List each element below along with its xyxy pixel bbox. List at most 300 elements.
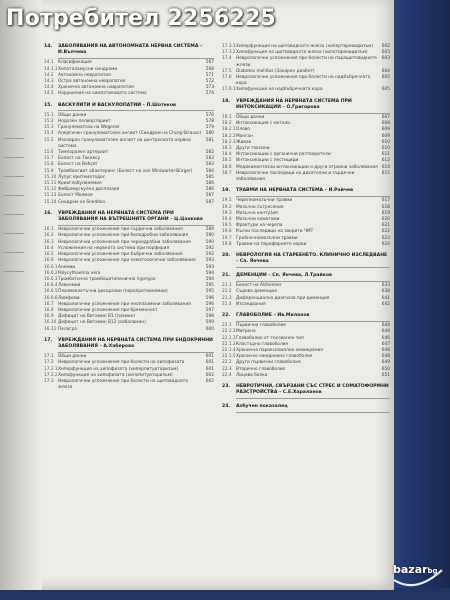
entry-page: 595 [205,283,214,289]
toc-section [44,338,214,392]
entry-title: Лимфоми [58,295,80,301]
entry-title: Нарушения на симпатиковата система [58,91,147,97]
entry-number: 18.7 [222,170,232,176]
section-heading [222,404,390,410]
entry-title: Неврологични усложнения при чернодробни заболявания [58,239,191,245]
entry-number: 19.7 [222,235,232,241]
entry-number: 16.6.2 [44,270,58,276]
entry-page: 649 [381,360,390,366]
entry-number: 18.2 [222,121,232,127]
entry-number: 21.2 [222,289,232,295]
entry-number: 18.2.2 [222,133,236,139]
entry-number: 17.2 [44,360,54,366]
entry-number: 17.3.2 [222,50,236,56]
entry-page: 648 [381,348,390,354]
entry-title: Хипофункция на надбъбречната кора [236,87,323,93]
entry-number: 17.3 [44,378,54,384]
entry-number: 22.1.4 [222,348,236,354]
entry-page: 582 [205,150,214,156]
entry-title: Тромбангиит облитеранс (Болест на von Winiwarter-Bürger) [58,168,193,174]
entry-title: Общи данни [58,354,87,360]
section-title: УВРЕЖДАНИЯ НА НЕРВНАТА СИСТЕМА ПРИ ЗАБОЛЯВАНИЯ НА ВЪТРЕШНИТЕ ОРГАНИ – Ц.Цанкова [58,210,203,223]
entry-page: 593 [205,264,214,270]
entry-title: Късни последици на закрити ЧМТ [236,229,314,235]
entry-title: Плазмоклетъчни дискразии (парапротеинемии) [58,289,168,295]
entry-title: Неврологични последици на дихателни и сърдечни заболявания [236,170,355,183]
entry-number: 19.4 [222,217,232,223]
entry-page: 644 [381,323,390,329]
entry-number: 18.1 [222,115,232,121]
entry-number: 19.2 [222,204,232,210]
entry-page: 600 [205,326,214,332]
entry-title: Фибромускулна дисплазия [58,187,120,193]
entry-page: 589 [205,227,214,233]
entry-page: 584 [205,168,214,174]
entry-title: Дефицит на Витамин B1 (тиамин) [58,314,136,320]
section-number: 15. [44,102,53,108]
entry-number: 15.7 [44,156,54,162]
entry-title: Други първични главоболия [236,360,301,366]
entry-page: 602 [381,44,390,49]
entry-page: 610 [381,139,390,145]
section-number: 17. [44,337,53,343]
entry-number: 18.2.3 [222,139,236,145]
section-title: ЗАБОЛЯВАНИЯ НА АВТОНОМНАТА НЕРВНА СИСТЕМА – И.Вълчева [58,44,203,56]
entry-page: 579 [205,125,214,131]
entry-number: 16.5 [44,252,54,258]
entry-page: 651 [381,372,390,378]
entry-number: 22.3 [222,366,232,372]
entry-number: 19.5 [222,223,232,229]
entry-number: 22.1.2 [222,335,236,341]
entry-title: Лицева болка [236,372,268,378]
entry-number: 17.3.1 [222,44,236,49]
entry-title: Съдова деменция [236,289,277,295]
entry-number: 16.9 [44,314,54,320]
entry-number: 16.6.6 [44,295,58,301]
section-rule [236,398,390,399]
entry-title: Главоболие от тензионен тип [236,335,304,341]
toc-entry [222,373,390,379]
entry-number: 15.14 [44,199,57,205]
entry-number: 15.1 [44,112,54,118]
section-heading [222,313,390,319]
entry-title: Дефицит на Витамин B12 (кобаламин) [58,320,146,326]
entry-page: 571 [205,72,214,78]
toc-section [222,99,390,184]
entry-number: 22.1.3 [222,341,236,347]
entry-number: 17.1 [44,354,54,360]
entry-page: 587 [205,199,214,205]
toc-section [222,384,390,399]
toc-section [44,211,214,333]
entry-title: Неврологични усложнения при неоплазмени заболявания [58,301,191,307]
section-rule [236,267,390,268]
entry-page: 611 [381,152,390,158]
toc-entry [44,200,214,206]
entry-page: 604 [381,68,390,74]
entry-page: 594 [205,270,214,276]
entry-page: 605 [381,87,390,93]
entry-number: 18.5 [222,158,232,164]
section-rule [236,321,390,322]
toc-section [222,253,390,268]
entry-page: 608 [381,121,390,127]
entry-page: 583 [205,156,214,162]
entry-title: Класификация [58,60,92,66]
entry-title: Алергичен грануломатозен ангиит (Синдром на Churg-Strauss) [58,131,202,137]
entry-title: Неврологични усложнения при сърдечни заболявания [58,227,183,233]
entry-page: 610 [381,146,390,152]
section-heading [44,103,214,109]
section-rule [236,113,390,114]
entry-number: 18.4 [222,152,232,158]
entry-title: Грануломатоза на Wegener [58,125,120,131]
entry-number: 15.10 [44,174,57,180]
section-rule [58,58,214,59]
entry-title: Хипоталамусни синдроми [58,66,118,72]
entry-title: Болест на Behçet [58,162,98,168]
section-rule [236,196,390,197]
entry-title: Хронична пароксизмална хемикрания [236,348,323,354]
entry-number: 15.9 [44,168,54,174]
entry-title: Неврологични усложнения при белодробни заболявания [58,233,189,239]
section-rule [58,352,214,353]
toc-entry [222,302,390,308]
entry-title: Черепномозъчни травми [236,198,293,204]
entry-page: 609 [381,133,390,139]
entry-number: 21.3 [222,295,232,301]
entry-title: Остра автономна невропатия [58,79,126,85]
entry-number: 16.11 [44,326,57,332]
entry-number: 18.6 [222,164,232,170]
entry-title: Мозъчна контузия [236,210,278,216]
entry-title: Манган [236,133,253,139]
section-number: 19. [222,188,231,194]
entry-page: 624 [381,241,390,247]
entry-title: Фрактури на черепа [236,223,283,229]
entry-title: Polycythaemia vera [58,270,101,276]
entry-number: 22.1 [222,323,232,329]
section-title: НЕВРОТИЧНИ, СВЪРЗАНИ СЪС СТРЕС И СОМАТОФОРМНИ РАЗСТРОЙСТВА – С.Е.Хараланов [236,384,389,396]
entry-title: Левкемии [58,283,81,289]
toc-entry [222,56,390,68]
toc-section [44,103,214,206]
entry-title: Синдром на Sneddon [58,199,106,205]
toc-right-column [222,44,390,418]
section-heading [44,211,214,223]
entry-title: Интоксикации с пестициди [236,158,299,164]
entry-number: 18.2.1 [222,127,236,133]
entry-title: Неврологични усложнения при болести на щитовидната жлеза [58,378,188,391]
entry-number: 16.6.5 [44,289,58,295]
entry-page: 590 [205,233,214,239]
entry-title: Интоксикации с органични разтворители [236,152,331,158]
entry-title: Кластърно главоболие [236,341,289,347]
entry-page: 647 [381,341,390,347]
toc-section [44,44,214,98]
toc-left-column [44,44,214,396]
entry-page: 572 [205,79,214,85]
toc-section [222,188,390,248]
entry-number: 18.3 [222,146,232,152]
entry-page: 580 [205,131,214,137]
entry-number: 14.1.1 [44,66,58,72]
bazar-logo-text [393,563,438,576]
entry-page: 605 [381,75,390,81]
entry-number: 17.6 [222,75,232,81]
entry-page: 614 [381,164,390,170]
toc-entry [44,138,214,150]
bazar-logo-suffix: bg [427,567,438,575]
entry-number: 21.1 [222,283,232,289]
entry-page: 574 [205,91,214,97]
entry-page: 593 [205,258,214,264]
section-heading [222,253,390,265]
section-number: 20. [222,253,231,259]
section-number: 21. [222,273,231,278]
entry-number: 19.8 [222,241,232,247]
entry-title: Болест на Такаясу [58,156,100,162]
entry-page: 619 [381,210,390,216]
entry-title: Хронична автономна невропатия [58,85,134,91]
toc-entry [44,379,214,391]
section-heading [222,99,390,111]
section-rule [236,281,390,282]
entry-page: 641 [381,295,390,301]
entry-title: Интоксикация с метали [236,121,291,127]
entry-page: 618 [381,204,390,210]
entry-title: Болест на Alzheimer [236,283,282,289]
entry-number: 14.5 [44,91,54,97]
entry-page: 586 [205,187,214,193]
entry-page: 607 [381,115,390,121]
entry-number: 16.6 [44,258,54,264]
entry-number: 17.5 [222,68,232,74]
entry-page: 578 [205,119,214,125]
entry-number: 14.3 [44,79,54,85]
entry-number: 16.4 [44,245,54,251]
entry-number: 16.8 [44,307,54,313]
toc-entry [222,242,390,248]
entry-page: 623 [381,235,390,241]
entry-page: 650 [381,366,390,372]
entry-number: 15.8 [44,162,54,168]
entry-number: 14.1 [44,60,54,66]
entry-number: 22.2 [222,360,232,366]
entry-page: 573 [205,85,214,91]
toc-entry [222,75,390,87]
section-number: 23. [222,384,231,390]
page-gutter [0,0,42,590]
entry-number: 16.6.4 [44,283,58,289]
entry-page: 567 [205,60,214,66]
entry-page: 597 [205,307,214,313]
entry-number: 19.3 [222,210,232,216]
entry-title: Автономна невропатия [58,72,111,78]
entry-title: Нодозен полиартериит [58,119,111,125]
toc-entry [222,171,390,183]
entry-page: 601 [205,366,214,372]
section-number: 14. [44,44,53,49]
entry-number: 16.7 [44,301,54,307]
entry-page: 586 [205,181,214,187]
entry-page: 596 [205,301,214,307]
toc-section [222,273,390,308]
entry-number: 16.2 [44,233,54,239]
entry-page: 615 [381,170,390,176]
entry-number: 14.4 [44,85,54,91]
toc-section [222,404,390,413]
entry-number: 21.4 [222,301,232,307]
entry-number: 15.2 [44,119,54,125]
section-heading [222,273,390,279]
section-rule [236,412,390,413]
entry-page: 601 [205,360,214,366]
entry-page: 587 [205,193,214,199]
entry-page: 642 [381,301,390,307]
section-heading [222,384,390,396]
section-rule [58,225,214,226]
entry-title: Живак [236,139,252,145]
entry-title: Тромботична тромбоцитопенична пурпура [58,276,156,282]
entry-title: Първично главоболие [236,323,286,329]
entry-number: 15.6 [44,150,54,156]
entry-page: 568 [205,66,214,72]
toc-section [222,44,390,94]
entry-page: 601 [205,354,214,360]
section-title: ДЕМЕНЦИИ – Сп. Янчева, Л.Трайков [236,273,332,278]
section-rule [58,110,214,111]
entry-page: 590 [205,239,214,245]
entry-number: 15.5 [44,137,54,143]
entry-page: 595 [205,289,214,295]
entry-number: 16.1 [44,227,54,233]
entry-page: 592 [205,252,214,258]
entry-number: 16.3 [44,239,54,245]
entry-title: Неврологични усложнения при хематологични заболявания [58,258,196,264]
entry-title: Diabetes mellitus (Захарен диабет) [236,68,315,74]
entry-number: 19.6 [222,229,232,235]
entry-page: 620 [381,217,390,223]
entry-page: 646 [381,335,390,341]
entry-title: Други токсини [236,146,270,152]
entry-page: 603 [381,56,390,62]
section-title: ГЛАВОБОЛИЕ – Ив.Миланов [236,313,310,319]
entry-title: Неврологични усложнения при болести на паращитовидните жлези [236,56,377,68]
entry-number: 14.2 [44,72,54,78]
entry-title: Болест Моямоя [58,193,93,199]
entry-page: 599 [205,320,214,326]
entry-page: 612 [381,158,390,164]
entry-page: 602 [205,378,214,384]
section-title: УВРЕЖДАНИЯ НА НЕРВНАТА СИСТЕМА ПРИ ЕНДОКРИННИ ЗАБОЛЯВАНИЯ – А.Хаберова [58,337,213,349]
entry-title: Неврологични усложнения при бременност [58,307,158,313]
toc-section [222,313,390,379]
entry-page: 638 [381,289,390,295]
entry-number: 16.10 [44,320,57,326]
entry-title: Неврологични усложнения при болести на хипофизата [58,360,185,366]
bazar-logo-word: bazar [393,563,428,576]
section-number: 22. [222,313,231,319]
entry-title: Диференциална диагноза при деменция [236,295,330,301]
entry-title: Хиперфункция на щитовидната жлеза (хипертиреоидизъм) [236,44,374,49]
section-title: НЕВРОЛОГИЯ НА СТАРЕЕНЕТО. КЛИНИЧНО ИЗСЛЕДВАНЕ – Сп. Янчева [236,253,388,265]
section-number: 24. [222,403,231,409]
entry-page: 581 [205,137,214,143]
entry-page: 592 [205,245,214,251]
section-title: Азбучен показалец [236,403,288,409]
entry-number: 15.12 [44,187,57,193]
entry-number: 15.4 [44,131,54,137]
entry-title: Анемии [58,264,76,270]
entry-title: Гръбначномозъчни травми [236,235,298,241]
entry-title: Изследвания [236,301,266,307]
entry-number: 17.6.1 [222,87,236,93]
entry-number: 16.6.1 [44,264,58,270]
toc-entry [44,91,214,97]
entry-page: 576 [205,112,214,118]
book-cover-edge [392,0,450,600]
entry-title: Криоглобулинемия [58,181,102,187]
entry-title: Хиперфункция на хипофизата (хиперпитуитаризъм) [58,366,179,372]
entry-page: 583 [205,162,214,168]
entry-number: 16.6.3 [44,276,58,282]
entry-title: Хронично ежедневно главоболие [236,354,313,360]
entry-number: 17.2.2 [44,372,58,378]
section-heading [44,44,214,56]
entry-page: 621 [381,223,390,229]
entry-title: Усложнения на нервната система при порфирия [58,245,170,251]
entry-page: 609 [381,127,390,133]
entry-title: Хипофункция на щитовидната жлеза (хипотиреоидизъм) [236,50,368,56]
entry-page: 594 [205,276,214,282]
entry-number: 19.1 [222,198,232,204]
entry-number: 15.3 [44,125,54,131]
entry-page: 596 [205,295,214,301]
entry-number: 17.2.1 [44,366,58,372]
entry-page: 633 [381,283,390,289]
section-number: 18. [222,98,231,104]
entry-page: 602 [205,372,214,378]
entry-number: 22.1.5 [222,354,236,360]
entry-title: Общи данни [58,112,87,118]
entry-title: Изолиран грануломатозен ангиит на централната нервна система [58,137,191,149]
entry-page: 585 [205,174,214,180]
entry-number: 15.11 [44,181,57,187]
section-title: УВРЕЖДАНИЯ НА НЕРВНАТА СИСТЕМА ПРИ ИНТОКСИКАЦИИ – О.Григорова [236,98,352,110]
entry-title: Олово [236,127,250,133]
section-title: ВАСКУЛИТИ И ВАСКУЛОПАТИИ – П.Шотеков [58,102,176,108]
watermark-user: Потребител 2256225 [6,6,276,31]
entry-number: 22.1.1 [222,329,236,335]
entry-page: 603 [381,50,390,56]
toc-entry [222,87,390,93]
toc-entry [44,327,214,333]
section-title: ТРАВМИ НА НЕРВНАТА СИСТЕМА – И.Райчев [236,188,354,194]
entry-title: Мигрена [236,329,256,335]
entry-page: 644 [381,329,390,335]
entry-page: 622 [381,229,390,235]
section-heading [44,338,214,350]
entry-title: Травми на периферните нерви [236,241,307,247]
entry-number: 17.4 [222,56,232,62]
entry-page: 648 [381,354,390,360]
entry-title: Медикаментозни интоксикации и други отровни заболявания [236,164,378,170]
entry-title: Пелагра [58,326,77,332]
entry-title: Общи данни [236,115,265,121]
entry-number: 15.13 [44,193,57,199]
